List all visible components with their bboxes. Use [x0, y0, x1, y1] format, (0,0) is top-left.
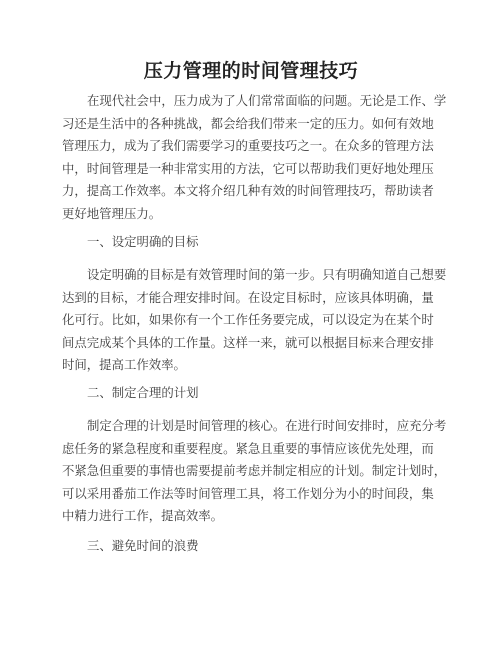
section-heading: 三、避免时间的浪费 — [87, 538, 199, 553]
paragraph-line: 时间，提高工作效率。 — [62, 357, 186, 373]
paragraph-line: 制定合理的计划是时间管理的核心。在进行时间安排时，应充分考 — [87, 418, 447, 433]
paragraph-line: 中，时间管理是一种非常实用的方法，它可以帮助我们更好地处理压 — [62, 160, 434, 176]
paragraph-line: 可以采用番茄工作法等时间管理工具，将工作划分为小的时间段，集 — [62, 485, 434, 501]
section-heading: 二、制定合理的计划 — [87, 385, 199, 400]
paragraph-line: 习还是生活中的各种挑战，都会给我们带来一定的压力。如何有效地 — [62, 115, 434, 131]
paragraph-line: 力，提高工作效率。本文将介绍几种有效的时间管理技巧，帮助读者 — [62, 183, 434, 199]
paragraph-line: 中精力进行工作，提高效率。 — [62, 508, 224, 524]
paragraph-line: 管理压力，成为了我们需要学习的重要技巧之一。在众多的管理方法 — [62, 138, 434, 154]
section-heading: 一、设定明确的目标 — [87, 234, 199, 249]
paragraph-line: 达到的目标，才能合理安排时间。在设定目标时，应该具体明确，量 — [62, 289, 434, 305]
paragraph-line: 化可行。比如，如果你有一个工作任务要完成，可以设定为在某个时 — [62, 312, 434, 328]
document-title: 压力管理的时间管理技巧 — [143, 60, 359, 82]
section-paragraph — [62, 415, 452, 528]
paragraph-line: 在现代社会中，压力成为了人们常常面临的问题。无论是工作、学 — [87, 93, 447, 108]
paragraph-line: 更好地管理压力。 — [62, 205, 162, 221]
intro-paragraph — [62, 90, 452, 226]
paragraph-line: 设定明确的目标是有效管理时间的第一步。只有明确知道自己想要 — [87, 267, 447, 282]
paragraph-line: 虑任务的紧急程度和重要程度。紧急且重要的事情应该优先处理，而 — [62, 440, 434, 456]
paragraph-line: 间点完成某个具体的工作量。这样一来，就可以根据目标来合理安排 — [62, 334, 434, 350]
section-paragraph — [62, 264, 452, 377]
paragraph-line: 不紧急但重要的事情也需要提前考虑并制定相应的计划。制定计划时， — [62, 463, 447, 479]
